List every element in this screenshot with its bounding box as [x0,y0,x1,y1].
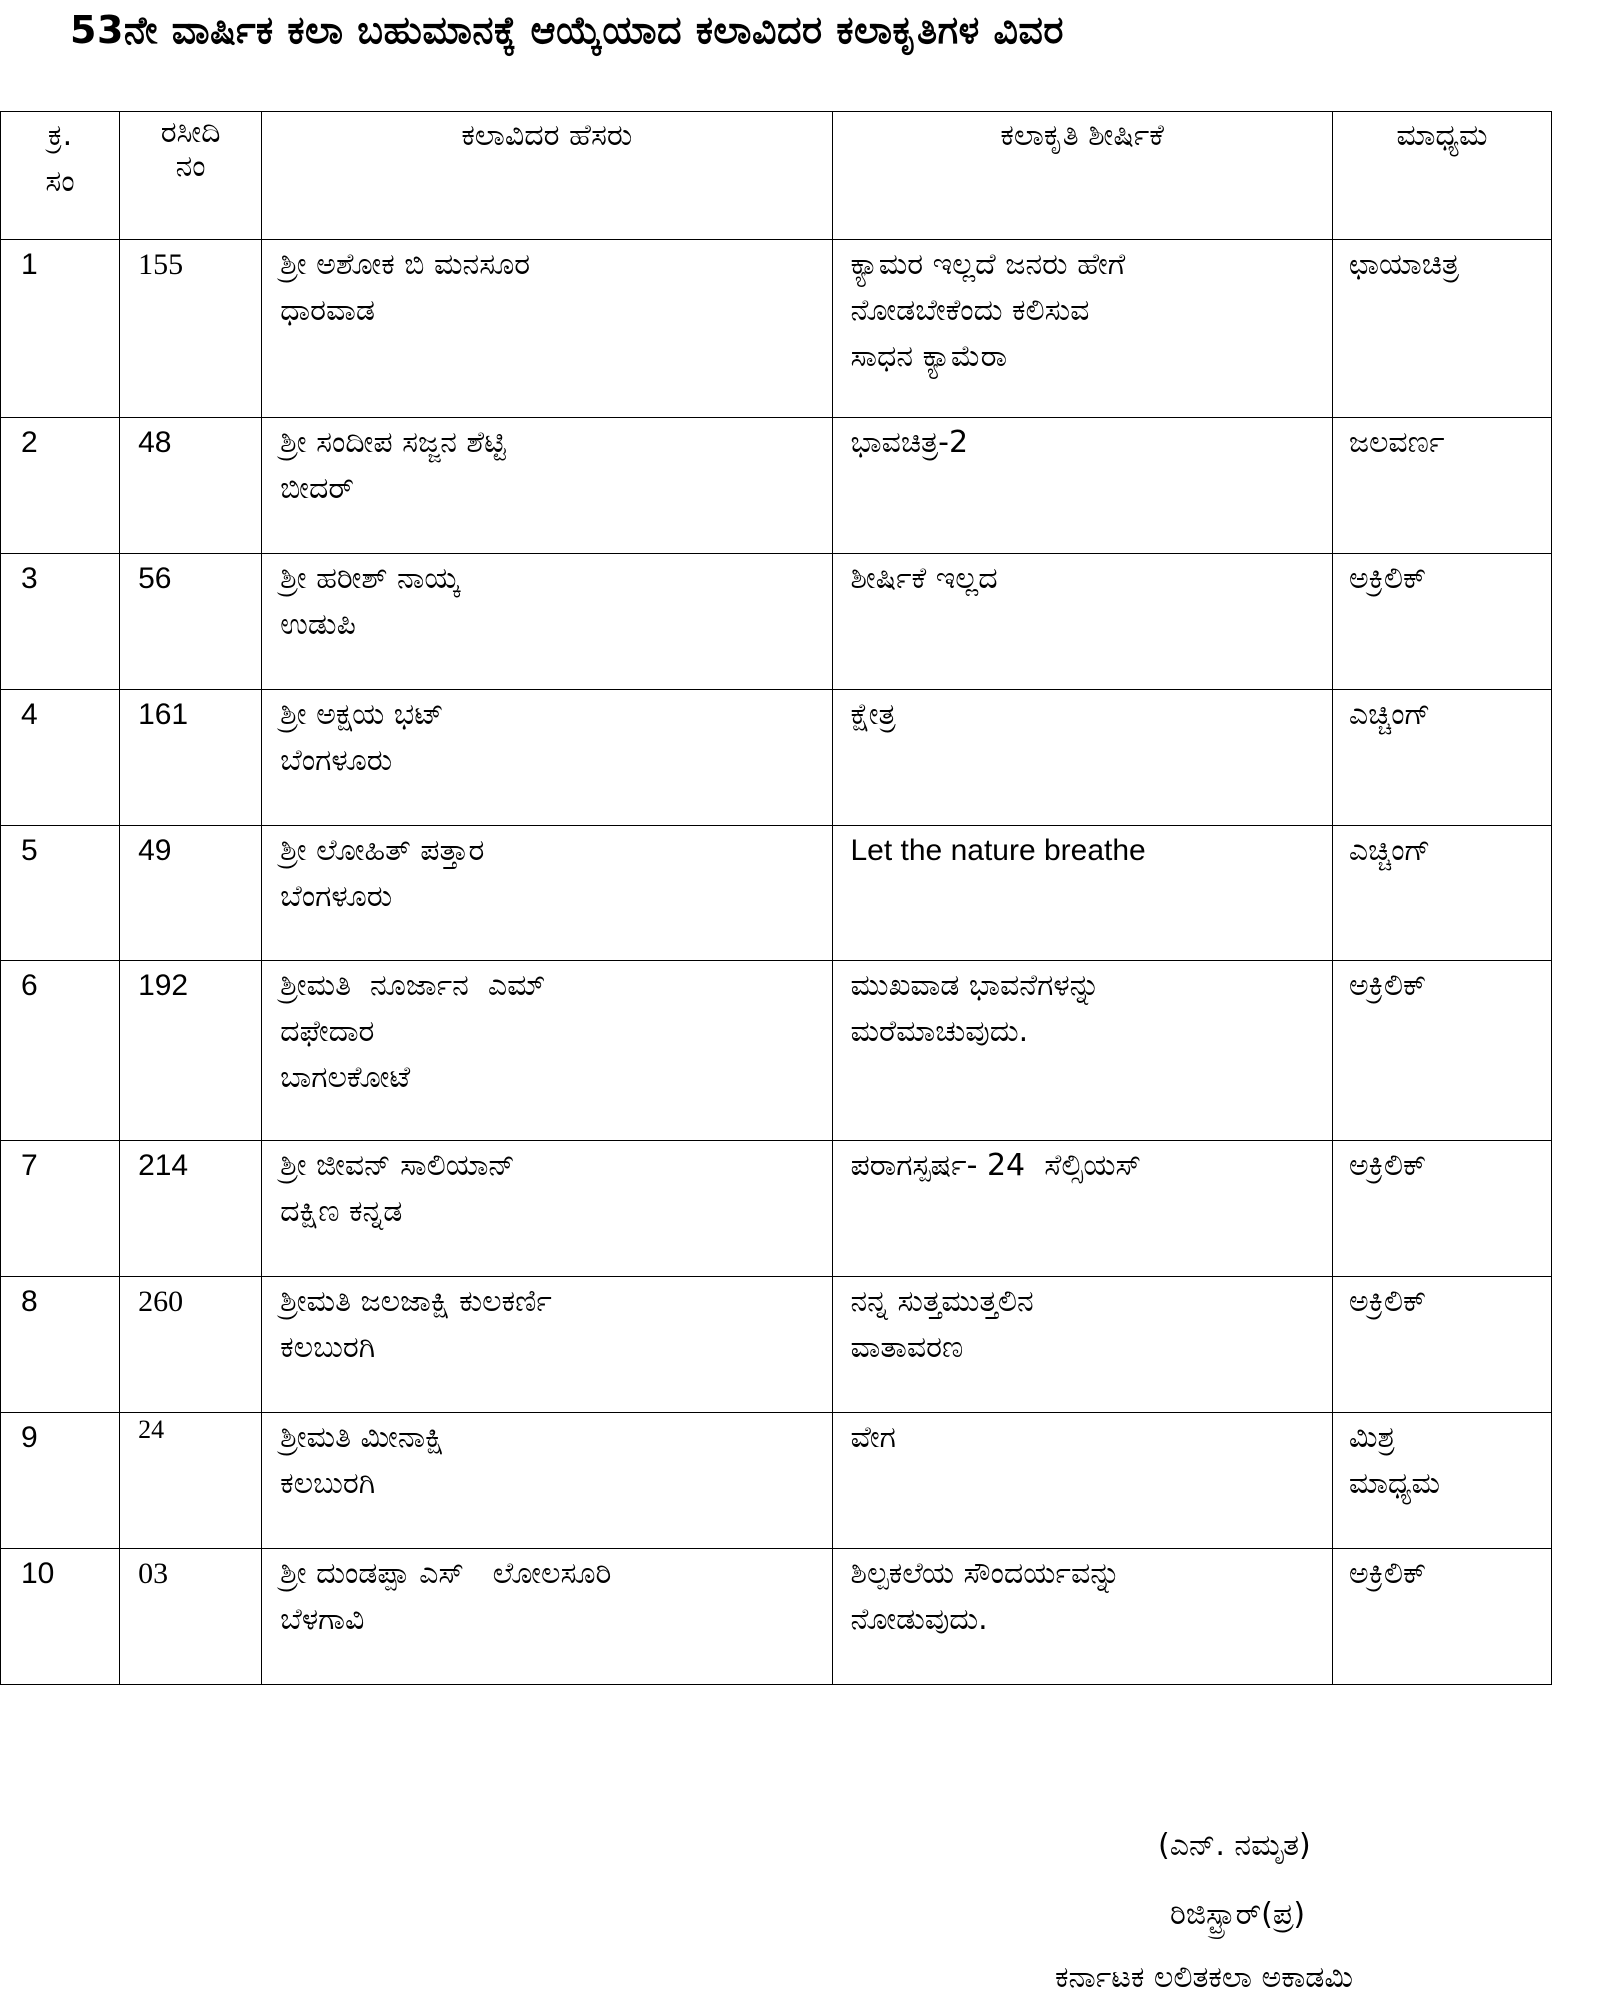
artist-cell [262,1277,832,1413]
artwork-cell [832,554,1332,690]
artwork-cell [832,1141,1332,1277]
artist-place: ಬಾಗಲಕೋಟೆ [280,1060,411,1095]
artwork-cell [832,418,1332,554]
medium-cell [1332,961,1551,1141]
artist-name-cont: ದಫೇದಾರ [280,1014,375,1049]
header-serial-number [1,112,120,240]
artist-name: ಶ್ರೀ ಲೋಹಿತ್ ಪತ್ತಾರ [280,833,485,868]
artwork-line: ನೋಡಬೇಕೆಂದು ಕಲಿಸುವ [850,293,1090,328]
table-row [1,690,1552,826]
artist-name: ಶ್ರೀ ಹರೀಶ್ ನಾಯ್ಕ [280,561,460,596]
medium-line: ಛಾಯಾಚಿತ್ರ [1348,247,1460,282]
table-row [1,1141,1552,1277]
serial-cell: 2 [1,418,120,554]
table-row [1,1413,1552,1549]
artist-cell [262,240,832,418]
medium-cell [1332,240,1551,418]
artwork-line: ವೇಗ [850,1420,896,1455]
artwork-line: ಮುಖವಾಡ ಭಾವನೆಗಳನ್ನು [850,968,1100,1003]
serial-cell: 4 [1,690,120,826]
artwork-line: ಪರಾಗಸ್ಪರ್ಷ- 24 ಸೆಲ್ಸಿಯಸ್ [850,1148,1142,1183]
artwork-cell [832,961,1332,1141]
medium-line: ಅಕ್ರಿಲಿಕ್ [1348,968,1427,1003]
medium-line: ಅಕ್ರಿಲಿಕ್ [1348,1148,1427,1183]
artwork-line: ಕ್ಷೇತ್ರ [850,697,896,732]
serial-cell: 10 [1,1549,120,1685]
table-row [1,240,1552,418]
receipt-cell: 214 [120,1141,262,1277]
artist-name: ಶ್ರೀಮತಿ ನೂರ್ಜಾನ ಎಮ್ [280,968,546,1003]
receipt-cell: 24 [120,1413,262,1549]
artist-cell [262,961,832,1141]
artist-place: ದಕ್ಷಿಣ ಕನ್ನಡ [280,1194,403,1229]
medium-cell [1332,826,1551,961]
medium-line: ಎಚ್ಚಿಂಗ್ [1348,833,1431,868]
artwork-cell [832,240,1332,418]
artist-place: ಕಲಬುರಗಿ [280,1330,376,1365]
artwork-cell [832,1549,1332,1685]
medium-cell [1332,1549,1551,1685]
artwork-line: ಶೀರ್ಷಿಕೆ ಇಲ್ಲದ [850,561,998,596]
artist-name: ಶ್ರೀ ಸಂದೀಪ ಸಜ್ಜನ ಶೆಟ್ಟಿ [280,425,506,460]
artwork-line: ಕ್ಯಾಮರ ಇಲ್ಲದೆ ಜನರು ಹೇಗೆ [850,247,1126,282]
table-row [1,1277,1552,1413]
header-artist-name: ಕಲಾವಿದರ ಹೆಸರು [262,112,832,240]
medium-line: ಜಲವರ್ಣ [1348,425,1445,460]
header-serial-line2: ಸಂ [45,164,75,199]
artist-name: ಶ್ರೀ ದುಂಡಪ್ಪಾ ಎಸ್ ಲೋಲಸೂರಿ [280,1556,612,1591]
signatory-organization: ಕರ್ನಾಟಕ ಲಲಿತಕಲಾ ಅಕಾಡಮಿ [1055,1960,1354,1995]
medium-line: ಮಿಶ್ರ [1348,1420,1396,1455]
awards-table [0,111,1552,1685]
artist-place: ಬೆಂಗಳೂರು [280,743,393,778]
artwork-line: ನನ್ನ ಸುತ್ತಮುತ್ತಲಿನ [850,1284,1034,1319]
artist-name: ಶ್ರೀ ಅಶೋಕ ಬಿ ಮನಸೂರ [280,247,531,282]
header-receipt-line1: ರಸೀದಿ [160,115,221,150]
table-row [1,554,1552,690]
page-title: 53ನೇ ವಾರ್ಷಿಕ ಕಲಾ ಬಹುಮಾನಕ್ಕೆ ಆಯ್ಕೆಯಾದ ಕಲಾವಿದರ ಕಲಾಕೃತಿಗಳ ವಿವರ [70,8,1065,52]
signatory-name: (ಎನ್. ನಮೃತ) [1158,1828,1311,1863]
artwork-cell [832,1413,1332,1549]
artwork-line: ವಾತಾವರಣ [850,1330,964,1365]
medium-line: ಎಚ್ಚಿಂಗ್ [1348,697,1431,732]
artist-name: ಶ್ರೀ ಜೀವನ್ ಸಾಲಿಯಾನ್ [280,1148,515,1183]
receipt-cell: 260 [120,1277,262,1413]
artist-cell [262,1141,832,1277]
medium-cell [1332,1277,1551,1413]
receipt-cell: 49 [120,826,262,961]
receipt-cell: 56 [120,554,262,690]
table-row [1,418,1552,554]
serial-cell: 6 [1,961,120,1141]
medium-cell [1332,690,1551,826]
artwork-cell [832,826,1332,961]
medium-cell [1332,418,1551,554]
medium-cell [1332,1413,1551,1549]
artist-place: ಬೀದರ್ [280,471,354,506]
receipt-cell: 155 [120,240,262,418]
artist-name: ಶ್ರೀಮತಿ ಮೀನಾಕ್ಷಿ [280,1420,444,1455]
medium-cell [1332,554,1551,690]
serial-cell: 5 [1,826,120,961]
artist-place: ಉಡುಪಿ [280,607,356,642]
header-serial-line1: ಕ್ರ. [47,118,73,153]
artist-cell [262,826,832,961]
artist-name: ಶ್ರೀ ಅಕ್ಷಯ ಭಟ್ [280,697,444,732]
serial-cell: 7 [1,1141,120,1277]
header-receipt-line2: ನಂ [175,149,206,184]
medium-line: ಅಕ್ರಿಲಿಕ್ [1348,1284,1427,1319]
artist-cell [262,418,832,554]
receipt-cell: 192 [120,961,262,1141]
medium-line: ಮಾಧ್ಯಮ [1348,1466,1440,1501]
artwork-line: ಶಿಲ್ಪಕಲೆಯ ಸೌಂದರ್ಯವನ್ನು [850,1556,1121,1591]
serial-cell: 9 [1,1413,120,1549]
medium-cell [1332,1141,1551,1277]
artwork-line: ನೋಡುವುದು. [850,1602,988,1637]
table-header-row [1,112,1552,240]
table-row [1,961,1552,1141]
medium-line: ಅಕ್ರಿಲಿಕ್ [1348,561,1427,596]
header-artwork-title: ಕಲಾಕೃತಿ ಶೀರ್ಷಿಕೆ [832,112,1332,240]
receipt-cell: 161 [120,690,262,826]
header-receipt-number [120,112,262,240]
artist-cell [262,690,832,826]
artist-cell [262,1413,832,1549]
artist-place: ಕಲಬುರಗಿ [280,1466,376,1501]
serial-cell: 1 [1,240,120,418]
table-row [1,1549,1552,1685]
artwork-line: Let the nature breathe [850,834,1146,867]
artwork-line: ಭಾವಚಿತ್ರ-2 [850,425,969,460]
medium-line: ಅಕ್ರಿಲಿಕ್ [1348,1556,1427,1591]
artist-cell [262,554,832,690]
artist-cell [262,1549,832,1685]
artwork-cell [832,1277,1332,1413]
artist-place: ಧಾರವಾಡ [280,293,375,328]
receipt-cell: 48 [120,418,262,554]
header-medium: ಮಾಧ್ಯಮ [1332,112,1551,240]
serial-cell: 3 [1,554,120,690]
artist-name: ಶ್ರೀಮತಿ ಜಲಜಾಕ್ಷಿ ಕುಲಕರ್ಣಿ [280,1284,552,1319]
table-row [1,826,1552,961]
artwork-line: ಮರೆಮಾಚುವುದು. [850,1014,1029,1049]
artist-place: ಬೆಳಗಾವಿ [280,1602,365,1637]
serial-cell: 8 [1,1277,120,1413]
artist-place: ಬೆಂಗಳೂರು [280,879,393,914]
signatory-designation: ರಿಜಿಸ್ಟ್ರಾರ್(ಪ್ರ) [1170,1897,1306,1932]
artwork-cell [832,690,1332,826]
artwork-line: ಸಾಧನ ಕ್ಯಾಮೆರಾ [850,339,1008,374]
receipt-cell: 03 [120,1549,262,1685]
